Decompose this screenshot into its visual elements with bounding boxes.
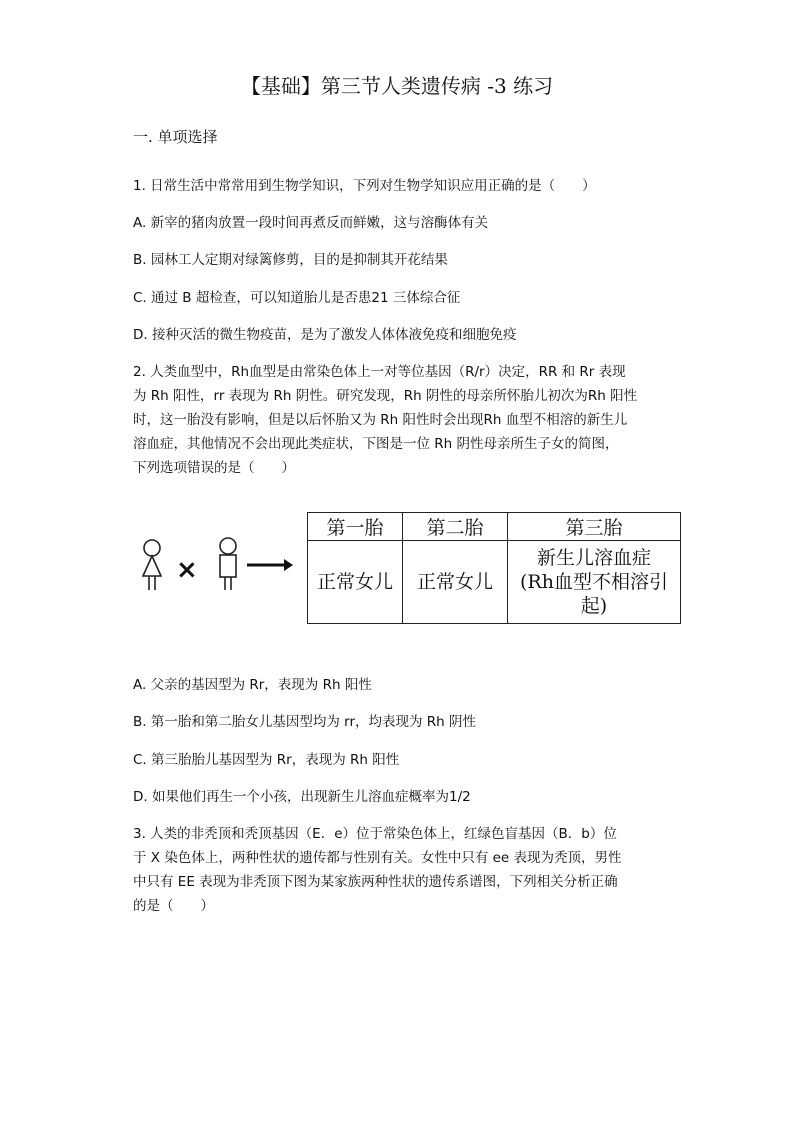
cross-symbol: × <box>176 555 198 585</box>
q1-option-c: C. 通过 B 超检查，可以知道胎儿是否患21 三体综合征 <box>133 290 461 306</box>
section-heading: 一. 单项选择 <box>133 128 218 146</box>
page-title: 【基础】第三节人类遗传病 -3 练习 <box>240 74 554 98</box>
q2-stem-line-5: 下列选项错误的是（ ） <box>133 460 295 476</box>
q2-option-c: C. 第三胎胎儿基因型为 Rr，表现为 Rh 阳性 <box>133 752 400 768</box>
father-icon <box>220 538 236 590</box>
arrow-icon <box>247 559 293 571</box>
births-table <box>307 512 681 624</box>
q1-stem: 1. 日常生活中常常用到生物学知识，下列对生物学知识应用正确的是（ ） <box>133 178 596 194</box>
header-second-birth: 第二胎 <box>403 513 508 541</box>
q1-option-b: B. 园林工人定期对绿篱修剪，目的是抑制其开花结果 <box>133 252 448 268</box>
q3-stem-line-1: 3. 人类的非秃顶和秃顶基因（E．e）位于常染色体上，红绿色盲基因（B．b）位 <box>133 826 617 842</box>
q3-stem-line-2: 于 X 染色体上，两种性状的遗传都与性别有关。女性中只有 ee 表现为秃顶，男性 <box>133 850 622 866</box>
parents-cross-figure <box>140 510 300 600</box>
q2-option-b: B. 第一胎和第二胎女儿基因型均为 rr，均表现为 Rh 阴性 <box>133 714 477 730</box>
cell-second-birth: 正常女儿 <box>403 541 508 624</box>
q2-option-a: A. 父亲的基因型为 Rr，表现为 Rh 阳性 <box>133 677 372 693</box>
header-third-birth: 第三胎 <box>508 513 681 541</box>
q1-option-a: A. 新宰的猪肉放置一段时间再煮反而鲜嫩，这与溶酶体有关 <box>133 215 489 231</box>
q3-stem-line-4: 的是（ ） <box>133 898 214 914</box>
q2-stem-line-3: 时，这一胎没有影响，但是以后怀胎又为 Rh 阳性时会出现Rh 血型不相溶的新生儿 <box>133 412 628 428</box>
q3-stem-line-3: 中只有 EE 表现为非秃顶下图为某家族两种性状的遗传系谱图，下列相关分析正确 <box>133 874 618 890</box>
q2-stem-line-2: 为 Rh 阳性，rr 表现为 Rh 阴性。研究发现，Rh 阴性的母亲所怀胎儿初次为Rh 阳性 <box>133 388 638 404</box>
q2-stem-line-1: 2. 人类血型中，Rh血型是由常染色体上一对等位基因（R/r）决定，RR 和 Rr 表现 <box>133 364 626 380</box>
q2-stem-line-4: 溶血症，其他情况不会出现此类症状，下图是一位 Rh 阴性母亲所生子女的简图， <box>133 436 619 452</box>
header-first-birth: 第一胎 <box>308 513 403 541</box>
q1-option-d: D. 接种灭活的微生物疫苗，是为了激发人体体液免疫和细胞免疫 <box>133 327 517 343</box>
births-header-row <box>308 513 681 541</box>
q2-option-d: D. 如果他们再生一个小孩，出现新生儿溶血症概率为1/2 <box>133 789 471 805</box>
births-body-row <box>308 541 681 624</box>
cell-third-birth: 新生儿溶血症 (Rh血型不相溶引 起) <box>508 541 681 624</box>
cell-first-birth: 正常女儿 <box>308 541 403 624</box>
mother-icon <box>143 540 161 590</box>
